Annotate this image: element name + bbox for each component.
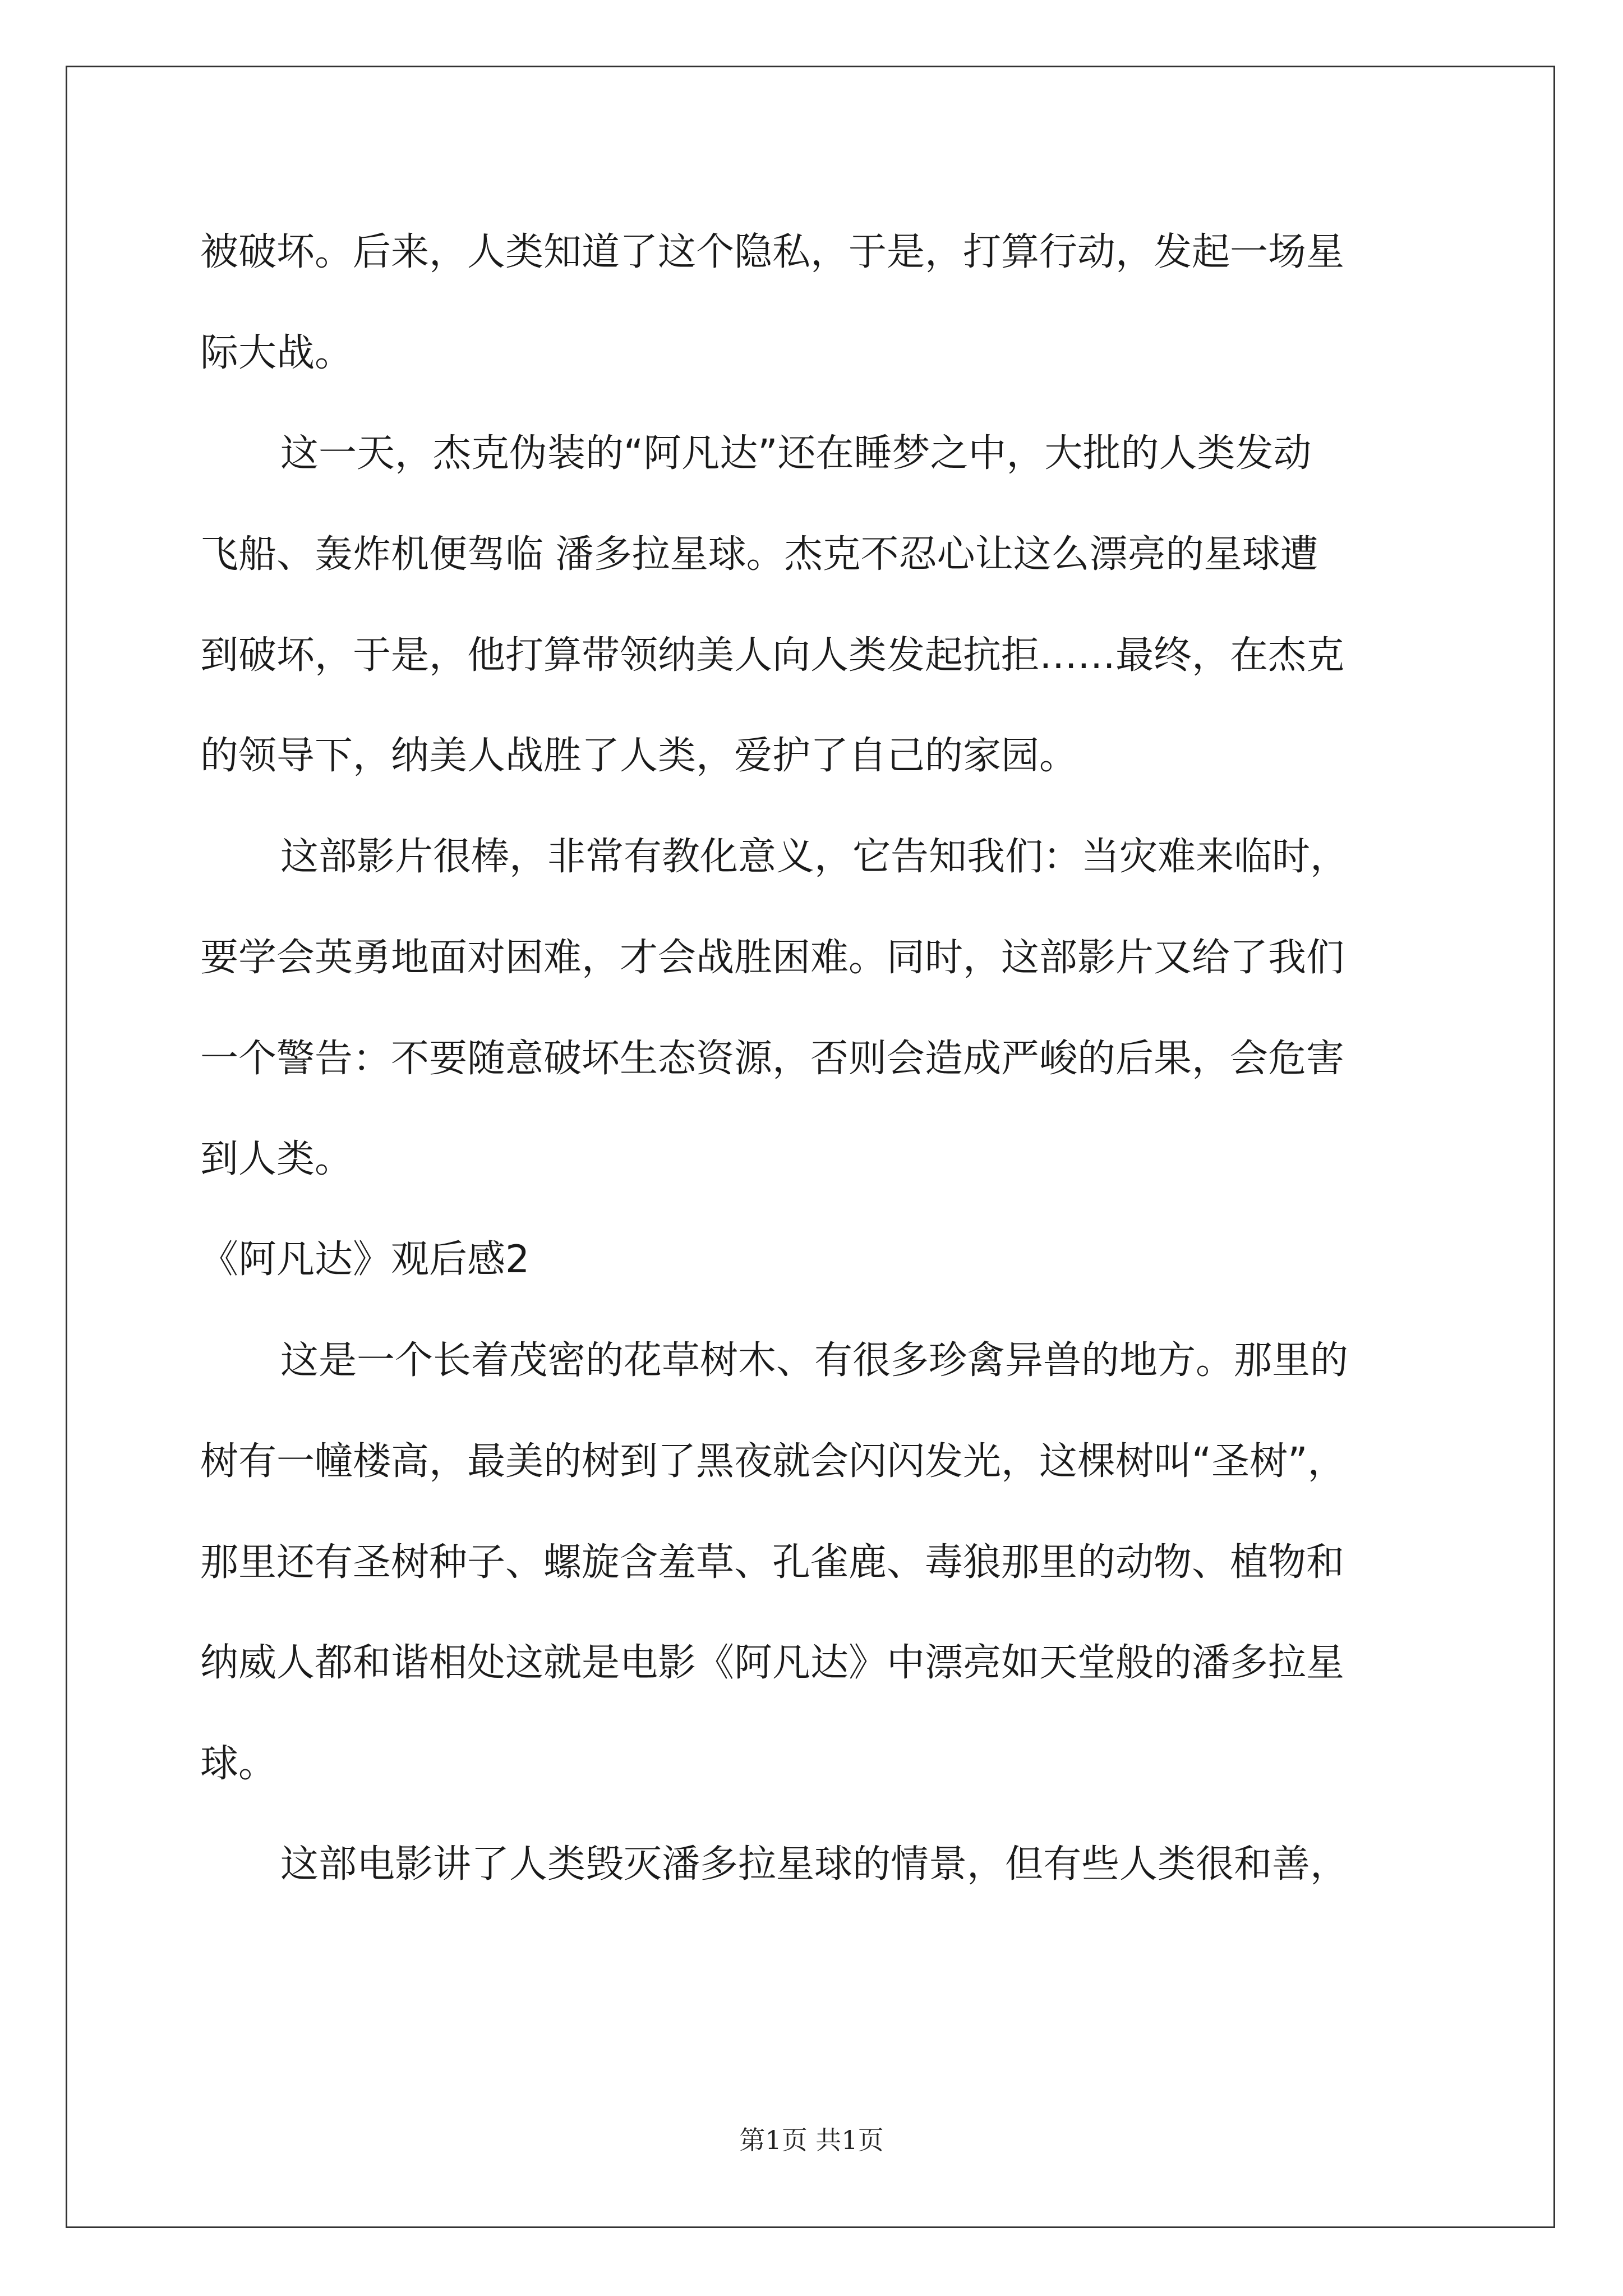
paragraph-first-line: 这一天，杰克伪装的“阿凡达”还在睡梦之中，大批的人类发动 [280,431,1312,476]
text-line: 际大战。 [200,331,353,375]
page-footer: 第1页 共1页 [739,2125,884,2155]
text-line: 一个警告：不要随意破坏生态资源，否则会造成严峻的后果，会危害 [200,1037,1345,1081]
text-line: 要学会英勇地面对困难，才会战胜困难。同时，这部影片又给了我们 [200,936,1345,980]
text-line: 那里还有圣树种子、螺旋含羞草、孔雀鹿、毒狼那里的动物、植物和 [200,1540,1345,1585]
text-line: 被破坏。后来，人类知道了这个隐私，于是，打算行动，发起一场星 [200,230,1345,274]
paragraph-first-line: 这部影片很棒，非常有教化意义，它告知我们：当灾难来临时， [280,835,1349,879]
paragraph-first-line: 这部电影讲了人类毁灭潘多拉星球的情景，但有些人类很和善， [280,1842,1349,1887]
section-heading: 《阿凡达》观后感2 [200,1237,530,1282]
text-line: 纳威人都和谐相处这就是电影《阿凡达》中漂亮如天堂般的潘多拉星 [200,1641,1345,1685]
paragraph-first-line: 这是一个长着茂密的花草树木、有很多珍禽异兽的地方。那里的 [280,1338,1349,1383]
text-line: 球。 [200,1742,277,1786]
text-line: 到人类。 [200,1137,353,1181]
text-line: 到破坏，于是，他打算带领纳美人向人类发起抗拒……最终，在杰克 [200,633,1345,678]
text-line: 树有一幢楼高，最美的树到了黑夜就会闪闪发光，这棵树叫“圣树”， [200,1439,1346,1484]
text-line: 飞船、轰炸机便驾临 潘多拉星球。杰克不忍心让这么漂亮的星球遭 [200,532,1318,577]
text-line: 的领导下，纳美人战胜了人类，爱护了自己的家园。 [200,734,1078,778]
